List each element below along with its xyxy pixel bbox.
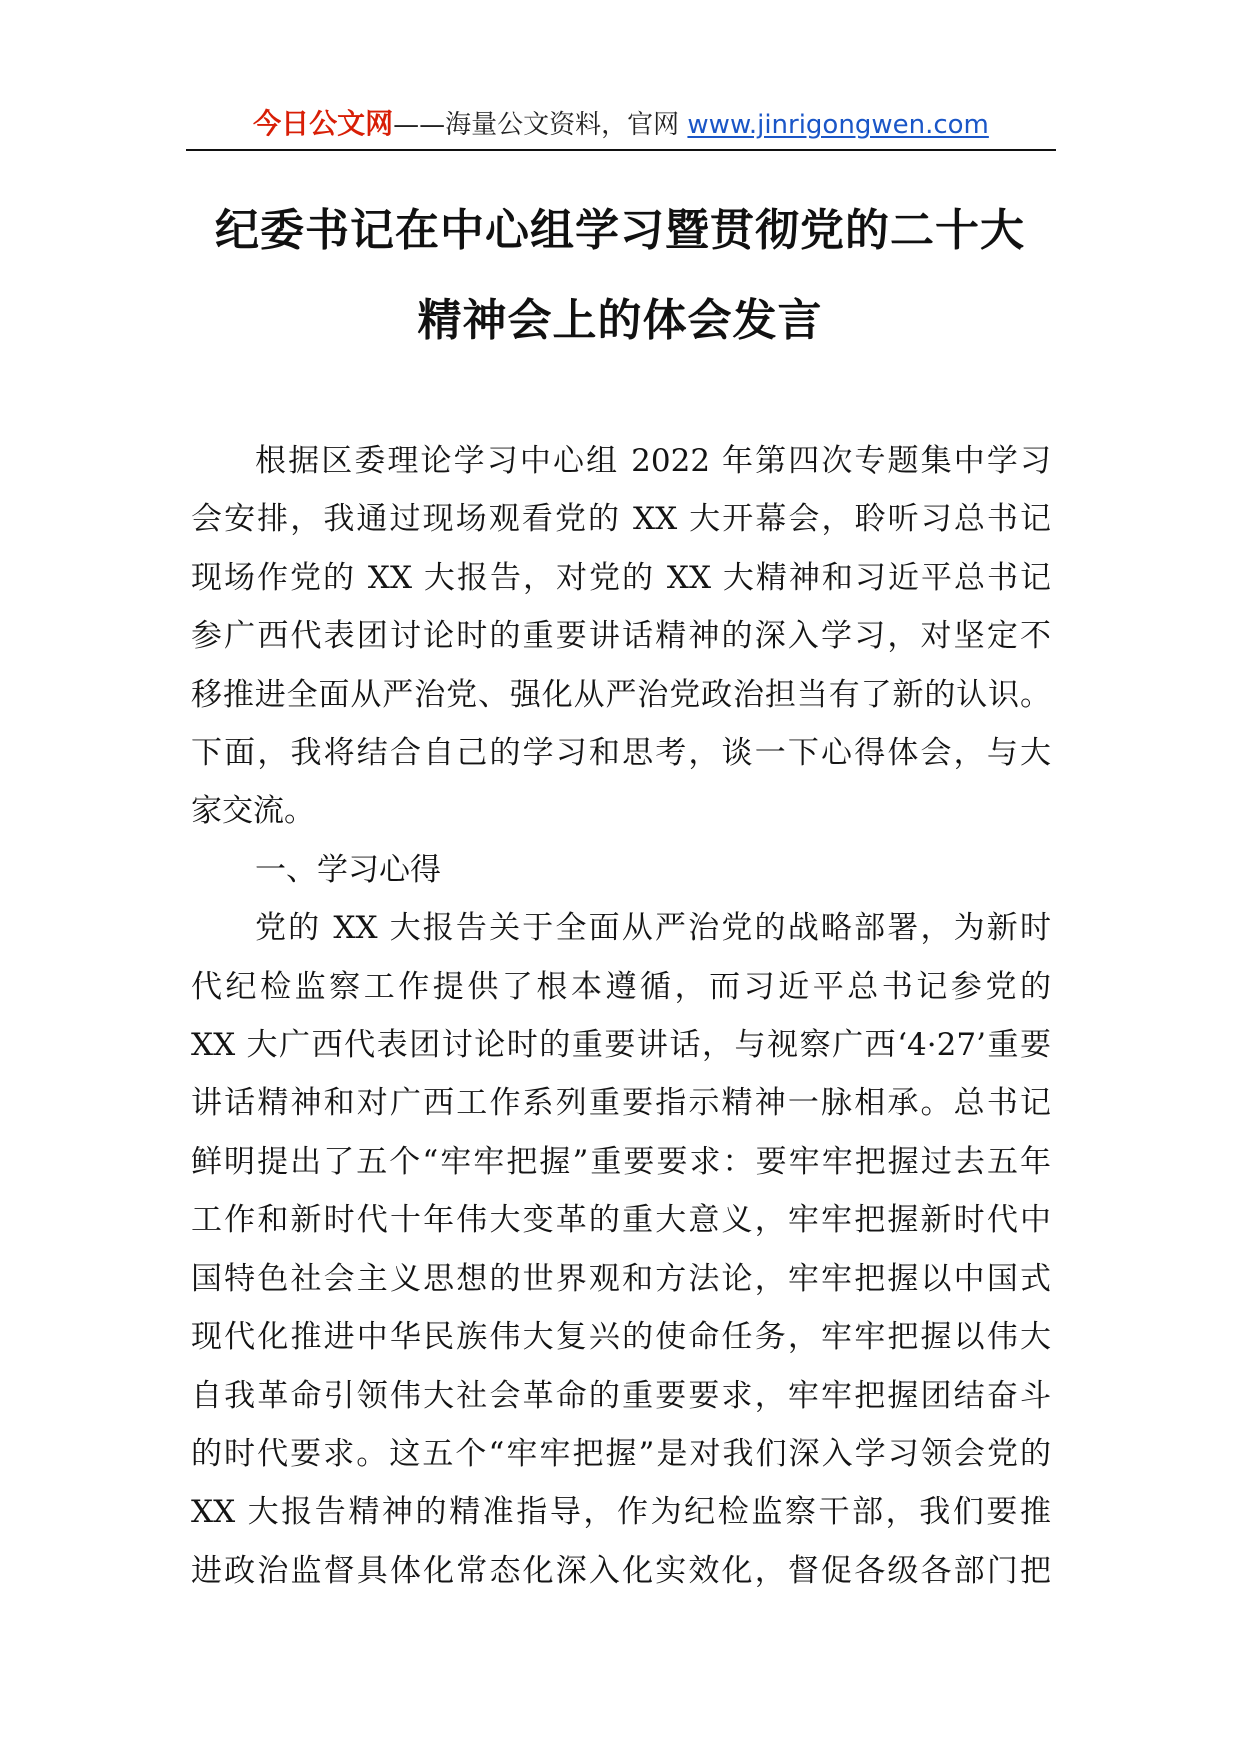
text-line: 党的 XX 大报告关于全面从严治党的战略部署，为新时	[255, 910, 1051, 947]
text-line: 代纪检监察工作提供了根本遵循，而习近平总书记参党的	[191, 968, 1051, 1005]
text-line: 鲜明提出了五个“牢牢把握”重要要求：要牢牢把握过去五年	[191, 1143, 1051, 1180]
text-line: 家交流。	[191, 793, 315, 830]
text-line: 工作和新时代十年伟大变革的重大意义，牢牢把握新时代中	[191, 1202, 1051, 1239]
text-line: 现代化推进中华民族伟大复兴的使命任务，牢牢把握以伟大	[191, 1319, 1051, 1356]
text-line: 下面，我将结合自己的学习和思考，谈一下心得体会，与大	[191, 735, 1051, 772]
document-title	[150, 186, 1090, 366]
text-line: 根据区委理论学习中心组 2022 年第四次专题集中学习	[255, 443, 1051, 479]
text-line: 会安排，我通过现场观看党的 XX 大开幕会，聆听习总书记	[191, 501, 1051, 538]
text-line: 现场作党的 XX 大报告，对党的 XX 大精神和习近平总书记	[191, 559, 1051, 596]
text-line: 自我革命引领伟大社会革命的重要要求，牢牢把握团结奋斗	[191, 1377, 1051, 1414]
paragraph-intro	[191, 432, 1051, 841]
document-body	[191, 432, 1051, 1600]
site-brand: 今日公文网	[253, 107, 394, 140]
site-tagline: ——海量公文资料，官网	[393, 110, 680, 140]
site-url-link[interactable]: www.jinrigongwen.com	[687, 110, 989, 140]
section-heading: 一、学习心得	[255, 851, 441, 888]
text-line: 参广西代表团讨论时的重要讲话精神的深入学习，对坚定不	[191, 618, 1051, 655]
text-line: 国特色社会主义思想的世界观和方法论，牢牢把握以中国式	[191, 1260, 1051, 1297]
text-line: XX 大报告精神的精准指导，作为纪检监察干部，我们要推	[191, 1494, 1051, 1531]
text-line: XX 大广西代表团讨论时的重要讲话，与视察广西‘4·27’重要	[191, 1027, 1051, 1064]
title-line-2: 精神会上的体会发言	[417, 295, 823, 346]
title-line-1: 纪委书记在中心组学习暨贯彻党的二十大	[215, 205, 1025, 256]
text-line: 移推进全面从严治党、强化从严治党政治担当有了新的认识。	[191, 676, 1051, 713]
paragraph-learning	[191, 899, 1051, 1600]
site-header	[186, 104, 1056, 144]
header-divider	[186, 149, 1056, 151]
text-line: 讲话精神和对广西工作系列重要指示精神一脉相承。总书记	[191, 1085, 1051, 1122]
text-line: 进政治监督具体化常态化深入化实效化，督促各级各部门把	[191, 1552, 1051, 1589]
text-line: 的时代要求。这五个“牢牢把握”是对我们深入学习领会党的	[191, 1435, 1051, 1472]
